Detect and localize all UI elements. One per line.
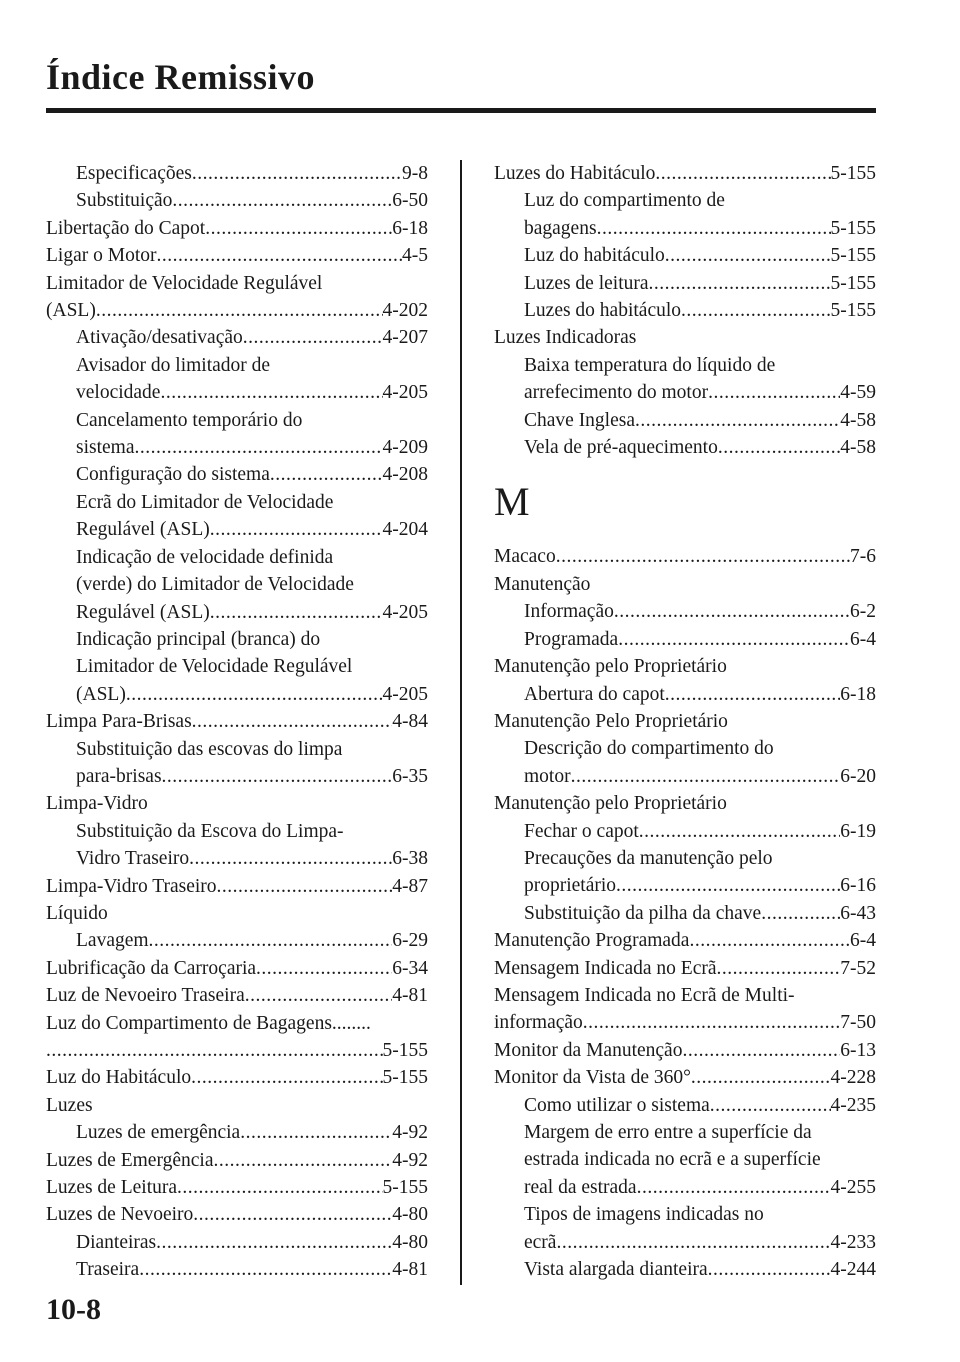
index-entry-page: 6-50 <box>392 190 428 212</box>
index-entry-page: 4-84 <box>392 711 428 733</box>
index-entry <box>494 681 876 708</box>
index-entry-label: Lavagem <box>76 930 149 952</box>
index-entry-page: 5-155 <box>830 245 876 267</box>
index-entry-text: Luzes Indicadoras <box>494 327 637 349</box>
index-entry <box>46 1256 428 1283</box>
index-entry <box>494 872 876 899</box>
index-entry <box>46 927 428 954</box>
dot-leader <box>556 1229 830 1256</box>
index-column-right <box>494 160 876 1283</box>
index-entry <box>46 461 428 488</box>
index-entry-page: 4-205 <box>382 601 428 623</box>
index-entry-label: motor <box>524 765 571 787</box>
index-entry <box>494 270 876 297</box>
dot-leader <box>193 1201 392 1228</box>
index-entry-label: bagagens <box>524 217 597 239</box>
index-entry-text: Limitador de Velocidade Regulável <box>46 272 323 294</box>
index-entry <box>494 1092 876 1119</box>
index-entry <box>494 1064 876 1091</box>
dot-leader <box>691 1064 831 1091</box>
index-entry <box>46 1064 428 1091</box>
index-entry-label: Programada <box>524 628 619 650</box>
index-entry-page: 4-92 <box>392 1149 428 1171</box>
section-letter: M <box>494 479 530 525</box>
index-entry-text: Cancelamento temporário do <box>76 409 303 431</box>
index-entry-page: 6-43 <box>840 902 876 924</box>
index-entry-text: Luz do compartimento de <box>524 190 725 212</box>
dot-leader <box>217 873 393 900</box>
index-entry-page: 4-209 <box>382 437 428 459</box>
index-entry-page: 4-58 <box>840 437 876 459</box>
index-entry <box>494 297 876 324</box>
index-entry <box>46 379 428 406</box>
dot-leader <box>191 1064 382 1091</box>
index-entry-page: 6-34 <box>392 957 428 979</box>
index-entry-text: Luz do Compartimento de Bagagens........ <box>46 1012 371 1034</box>
index-entry-label: informação <box>494 1012 583 1034</box>
dot-leader <box>46 1037 383 1064</box>
index-entry-label: (ASL) <box>46 300 96 322</box>
index-entry-page: 4-207 <box>382 327 428 349</box>
index-entry <box>494 1037 876 1064</box>
index-entry <box>494 955 876 982</box>
dot-leader <box>205 215 392 242</box>
index-entry <box>46 845 428 872</box>
index-entry-page: 4-235 <box>830 1094 876 1116</box>
index-entry <box>494 379 876 406</box>
index-entry-label: Limpa Para-Brisas <box>46 711 192 733</box>
index-entry-page: 4-81 <box>392 985 428 1007</box>
index-entry-page: 9-8 <box>402 163 428 184</box>
index-entry-page: 4-255 <box>830 1176 876 1198</box>
index-entry-label: Monitor da Manutenção <box>494 1039 683 1061</box>
dot-leader <box>655 160 830 187</box>
dot-leader <box>156 1229 392 1256</box>
dot-leader <box>243 324 383 351</box>
index-entry <box>494 407 876 434</box>
index-entry-page: 4-92 <box>392 1122 428 1144</box>
dot-leader <box>665 681 840 708</box>
dot-leader <box>96 297 383 324</box>
dot-leader <box>189 845 392 872</box>
index-entry-page: 4-228 <box>830 1067 876 1089</box>
index-entry-label: (ASL) <box>76 683 126 705</box>
page-number: 10-8 <box>46 1293 101 1326</box>
index-entry-label: Luzes de Nevoeiro <box>46 1204 194 1226</box>
index-entry <box>46 324 428 351</box>
index-column-left <box>46 160 428 1284</box>
index-entry-label: arrefecimento do motor <box>524 382 709 404</box>
index-entry <box>46 1174 428 1201</box>
index-entry-label: Chave Inglesa <box>524 409 636 431</box>
dot-leader <box>708 379 840 406</box>
dot-leader <box>139 1256 392 1283</box>
index-entry-label: Luzes do habitáculo <box>524 300 682 322</box>
index-entry-label: Luzes de Emergência <box>46 1149 214 1171</box>
dot-leader <box>635 407 840 434</box>
header-rule <box>46 108 876 113</box>
index-entry <box>46 242 428 269</box>
dot-leader <box>571 763 841 790</box>
index-entry-page: 5-155 <box>382 1067 428 1089</box>
dot-leader <box>162 763 393 790</box>
index-entry-page: 4-80 <box>392 1231 428 1253</box>
index-entry <box>46 982 428 1009</box>
index-entry-label: real da estrada <box>524 1176 637 1198</box>
index-entry-page: 5-155 <box>382 1040 428 1061</box>
index-entry-text: estrada indicada no ecrã e a superfície <box>524 1149 821 1171</box>
dot-leader <box>149 927 393 954</box>
index-entry-text: (verde) do Limitador de Velocidade <box>76 574 354 596</box>
column-divider <box>460 160 462 1285</box>
index-entry <box>46 187 428 214</box>
index-entry-page: 4-233 <box>830 1231 876 1253</box>
index-entry <box>46 160 428 187</box>
index-entry-label: Como utilizar o sistema <box>524 1094 710 1116</box>
index-entry-page: 7-50 <box>840 1012 876 1034</box>
index-entry-page: 5-155 <box>830 163 876 184</box>
index-entry-page: 4-205 <box>382 683 428 705</box>
index-entry-text: Substituição da Escova do Limpa- <box>76 820 344 842</box>
index-entry-page: 6-20 <box>840 765 876 787</box>
dot-leader <box>710 1092 831 1119</box>
index-entry-label: Libertação do Capot <box>46 217 206 239</box>
dot-leader <box>192 160 402 187</box>
dot-leader <box>213 1147 392 1174</box>
index-entry-text: Indicação de velocidade definida <box>76 546 334 568</box>
index-entry-text: Descrição do compartimento do <box>524 738 774 760</box>
dot-leader <box>708 1256 831 1283</box>
index-entry <box>46 215 428 242</box>
index-entry <box>46 763 428 790</box>
dot-leader <box>172 187 392 214</box>
index-entry <box>46 708 428 735</box>
index-entry-label: Luzes de leitura <box>524 272 649 294</box>
index-entry <box>494 1256 876 1283</box>
index-entry-label: Informação <box>524 601 614 623</box>
index-entry-label: Substituição da pilha da chave <box>524 902 762 924</box>
dot-leader <box>210 599 383 626</box>
index-entry-text: Mensagem Indicada no Ecrã de Multi- <box>494 984 795 1006</box>
index-entry-label: Especificações <box>76 163 192 184</box>
dot-leader <box>177 1174 382 1201</box>
index-entry <box>494 598 876 625</box>
index-entry <box>46 599 428 626</box>
index-entry <box>494 818 876 845</box>
dot-leader <box>240 1119 392 1146</box>
index-entry-text: Limpa-Vidro <box>46 793 148 815</box>
index-entry <box>46 516 428 543</box>
index-entry-page: 6-4 <box>850 930 876 952</box>
index-entry-label: Vista alargada dianteira <box>524 1259 708 1281</box>
index-entry-page: 4-202 <box>382 300 428 322</box>
index-entry-text: Luzes <box>46 1094 93 1116</box>
index-entry-page: 4-208 <box>382 464 428 486</box>
dot-leader <box>665 242 831 269</box>
index-entry-label: Macaco <box>494 546 556 568</box>
index-entry-text: Margem de erro entre a superfície da <box>524 1122 812 1143</box>
index-entry-page: 6-19 <box>840 820 876 842</box>
index-entry-text: Ecrã do Limitador de Velocidade <box>76 491 334 513</box>
index-entry <box>46 1201 428 1228</box>
index-entry-label: Ligar o Motor <box>46 245 157 267</box>
index-entry-text: Baixa temperatura do líquido de <box>524 354 776 376</box>
index-entry-page: 4-59 <box>840 382 876 404</box>
index-entry-text: Avisador do limitador de <box>76 354 271 376</box>
index-entry <box>46 873 428 900</box>
dot-leader <box>718 434 840 461</box>
dot-leader <box>717 955 841 982</box>
dot-leader <box>616 872 840 899</box>
index-entry-page: 4-87 <box>392 875 428 897</box>
index-entry-label: Lubrificação da Carroçaria <box>46 957 257 979</box>
index-entry <box>46 297 428 324</box>
index-entry-page: 4-204 <box>382 519 428 541</box>
dot-leader <box>649 270 831 297</box>
dot-leader <box>639 818 840 845</box>
index-entry-page: 6-16 <box>840 875 876 897</box>
index-entry <box>494 543 876 570</box>
index-entry-page: 6-2 <box>850 601 876 623</box>
index-entry-text: Limitador de Velocidade Regulável <box>76 656 353 678</box>
dot-leader <box>210 516 383 543</box>
index-entry-text: Líquido <box>46 902 108 924</box>
dot-leader <box>614 598 850 625</box>
index-entry <box>494 1174 876 1201</box>
dot-leader <box>618 626 850 653</box>
index-entry-label: Limpa-Vidro Traseiro <box>46 875 217 897</box>
index-entry-label: Abertura do capot <box>524 683 665 705</box>
index-entry-label: para-brisas <box>76 765 162 787</box>
index-entry-label: velocidade <box>76 382 161 404</box>
index-entry-label: Luz de Nevoeiro Traseira <box>46 985 245 1007</box>
dot-leader <box>256 955 392 982</box>
index-entry-page: 4-81 <box>392 1259 428 1281</box>
dot-leader <box>270 461 383 488</box>
index-entry <box>46 955 428 982</box>
index-entry-label: Regulável (ASL) <box>76 601 210 623</box>
index-entry-label: Regulável (ASL) <box>76 519 210 541</box>
index-entry-label: Ativação/desativação <box>76 327 243 349</box>
index-entry-label: Monitor da Vista de 360° <box>494 1067 691 1089</box>
index-entry-label: Vela de pré-aquecimento <box>524 437 718 459</box>
index-entry <box>494 900 876 927</box>
dot-leader <box>245 982 393 1009</box>
dot-leader <box>556 543 850 570</box>
index-entry-page: 7-52 <box>840 957 876 979</box>
index-entry <box>494 1009 876 1036</box>
index-entry-page: 5-155 <box>382 1177 428 1199</box>
index-entry-label: Traseira <box>76 1259 140 1281</box>
index-entry-label: Luzes do Habitáculo <box>494 163 656 184</box>
index-entry <box>46 1229 428 1256</box>
index-entry-page: 5-155 <box>830 272 876 294</box>
index-entry <box>494 1229 876 1256</box>
index-entry-page: 4-5 <box>402 245 428 267</box>
index-entry-label: Luzes de Leitura <box>46 1177 178 1199</box>
index-entry-label: proprietário <box>524 875 617 897</box>
index-entry-text: Manutenção Pelo Proprietário <box>494 710 728 732</box>
index-entry-label: Manutenção Programada <box>494 930 690 952</box>
dot-leader <box>682 1037 840 1064</box>
index-entry-label: ecrã <box>524 1231 557 1253</box>
index-entry <box>494 215 876 242</box>
dot-leader <box>135 434 383 461</box>
index-entry-page: 4-244 <box>830 1259 876 1281</box>
index-entry-label: Mensagem Indicada no Ecrã <box>494 957 717 979</box>
index-entry <box>494 763 876 790</box>
index-entry-page: 5-155 <box>830 217 876 239</box>
index-entry-text: Manutenção pelo Proprietário <box>494 793 727 815</box>
index-entry-page: 4-58 <box>840 409 876 431</box>
index-entry-page: 6-18 <box>840 683 876 705</box>
index-entry <box>494 927 876 954</box>
index-entry <box>46 1147 428 1174</box>
index-entry-page: 6-18 <box>392 217 428 239</box>
index-entry <box>46 1037 428 1064</box>
index-entry-page: 7-6 <box>850 546 876 568</box>
index-entry-label: Luz do Habitáculo <box>46 1067 192 1089</box>
index-entry-label: Configuração do sistema <box>76 464 270 486</box>
index-entry-label: Fechar o capot <box>524 820 639 842</box>
dot-leader <box>126 681 383 708</box>
dot-leader <box>583 1009 840 1036</box>
index-entry-label: Dianteiras <box>76 1231 157 1253</box>
dot-leader <box>156 242 402 269</box>
index-entry-label: Substituição <box>76 190 173 212</box>
index-entry-page: 4-205 <box>382 382 428 404</box>
dot-leader <box>192 708 393 735</box>
index-entry-label: Luzes de emergência <box>76 1122 241 1144</box>
index-entry-text: Manutenção pelo Proprietário <box>494 656 727 678</box>
index-entry-page: 6-29 <box>392 930 428 952</box>
index-entry-label: Luz do habitáculo <box>524 245 665 267</box>
dot-leader <box>689 927 850 954</box>
index-entry-text: Substituição das escovas do limpa <box>76 738 343 760</box>
dot-leader <box>160 379 382 406</box>
index-entry <box>494 626 876 653</box>
index-entry-label: sistema <box>76 437 135 459</box>
index-entry-page: 6-38 <box>392 848 428 870</box>
index-entry-page: 4-80 <box>392 1204 428 1226</box>
index-entry <box>46 1119 428 1146</box>
index-entry-text: Indicação principal (branca) do <box>76 628 321 650</box>
index-entry <box>494 160 876 187</box>
dot-leader <box>681 297 830 324</box>
index-entry-text: Tipos de imagens indicadas no <box>524 1204 764 1226</box>
index-entry <box>494 242 876 269</box>
index-entry <box>46 681 428 708</box>
dot-leader <box>761 900 840 927</box>
index-entry-page: 5-155 <box>830 300 876 322</box>
index-entry <box>494 434 876 461</box>
index-entry-page: 6-13 <box>840 1039 876 1061</box>
index-entry-page: 6-35 <box>392 765 428 787</box>
dot-leader <box>637 1174 831 1201</box>
index-entry <box>46 434 428 461</box>
page-title: Índice Remissivo <box>46 57 315 97</box>
dot-leader <box>597 215 831 242</box>
index-entry-label: Vidro Traseiro <box>76 848 190 870</box>
index-entry-text: Manutenção <box>494 573 591 595</box>
index-entry-page: 6-4 <box>850 628 876 650</box>
index-entry-text: Precauções da manutenção pelo <box>524 847 773 869</box>
